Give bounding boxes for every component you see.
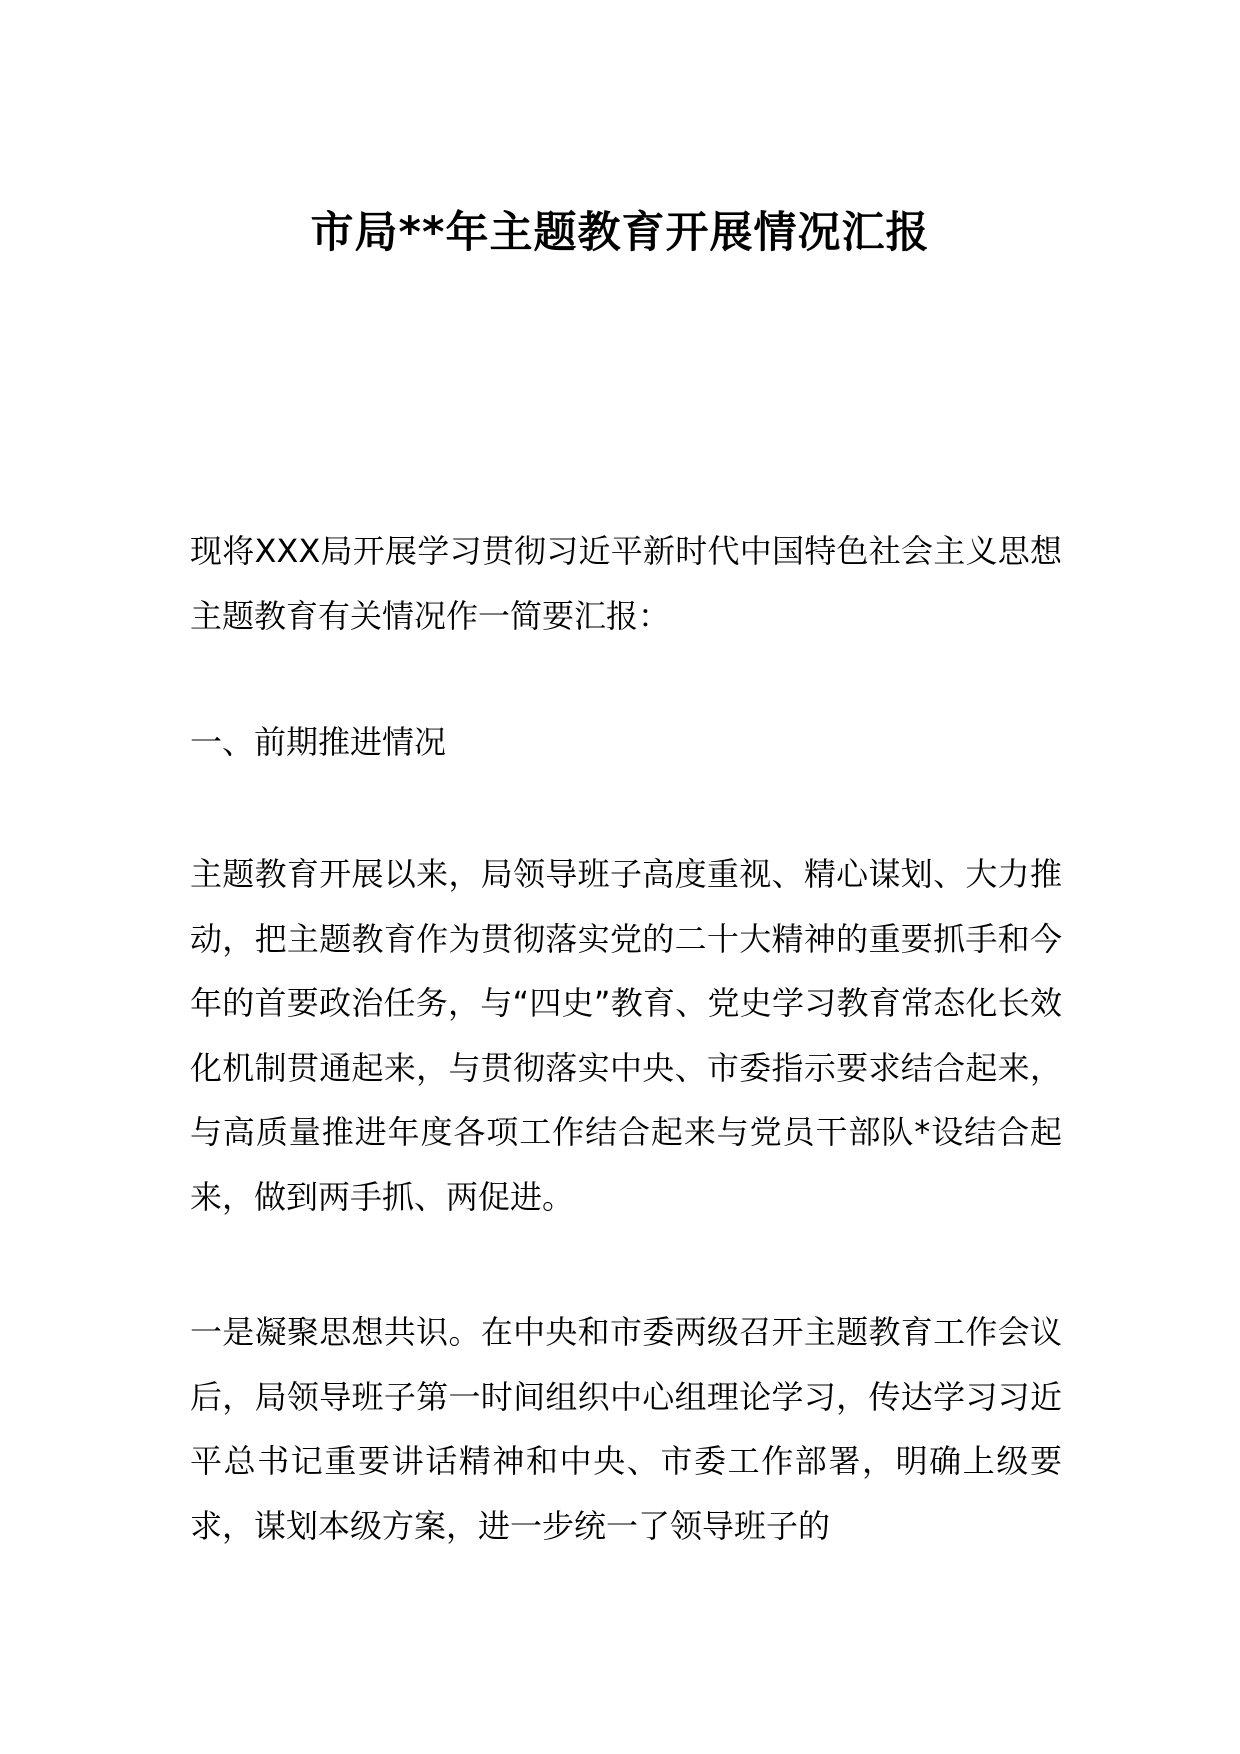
document-title: 市局**年主题教育开展情况汇报 [310,208,930,258]
section-heading: 一、前期推进情况 [190,723,447,761]
body-paragraph-2: 一是凝聚思想共识。在中央和市委两级召开主题教育工作会议后，局领导班子第一时间组织中心组理论学习，传达学习习近平总书记重要讲话精神和中央、市委工作部署，明确上级要求，谋划本级方案，进一步统一了领导班子的 [190,1313,1062,1545]
body-paragraph-1: 主题教育开展以来，局领导班子高度重视、精心谋划、大力推动，把主题教育作为贯彻落实党的二十大精神的重要抓手和今年的首要政治任务，与“四史”教育、党史学习教育常态化长效化机制贯通起来，与贯彻落实中央、市委指示要求结合起来，与高质量推进年度各项工作结合起来与党员干部队*设结合起来，做到两手抓、两促进。 [190,855,1062,1216]
intro-paragraph: 现将XXX局开展学习贯彻习近平新时代中国特色社会主义思想主题教育有关情况作一简要汇报： [190,532,1062,635]
